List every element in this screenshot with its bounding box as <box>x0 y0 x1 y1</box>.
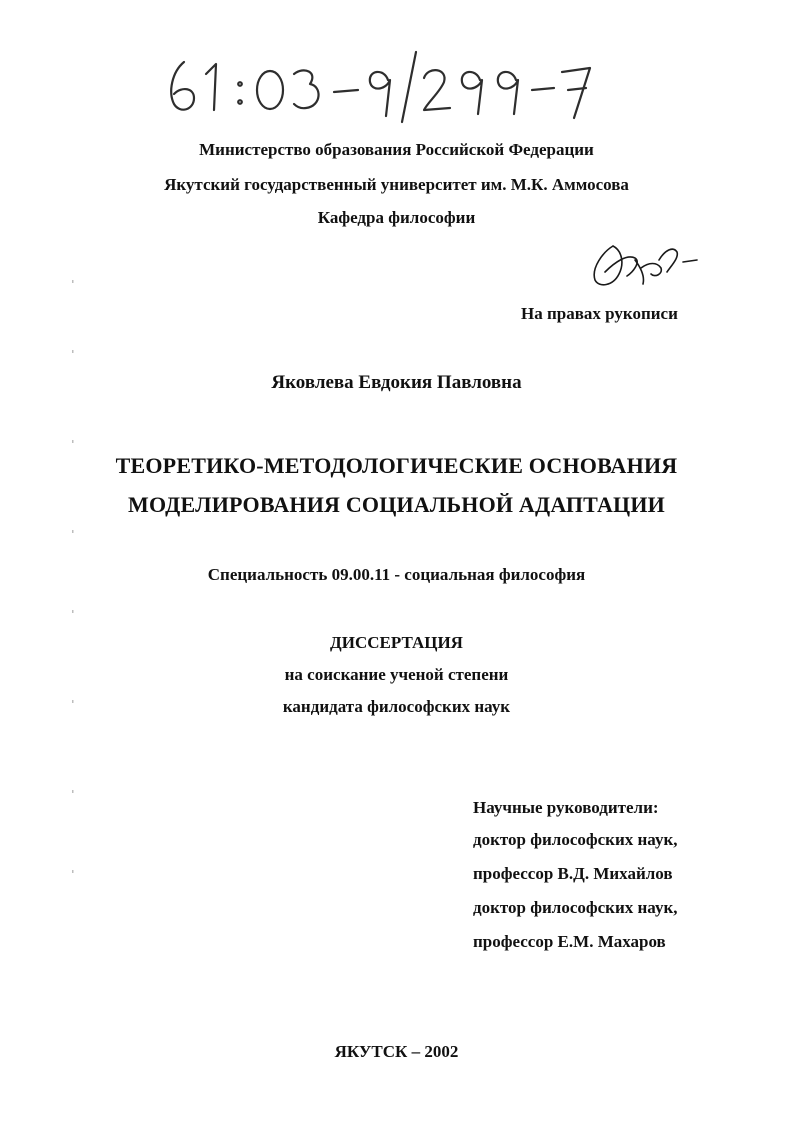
city-year: ЯКУТСК – 2002 <box>334 1042 459 1061</box>
supervisors-heading: Научные руководители: <box>473 798 659 817</box>
supervisor-2-degree: доктор философских наук, <box>473 898 678 917</box>
dissertation-title-line-1: ТЕОРЕТИКО-МЕТОДОЛОГИЧЕСКИЕ ОСНОВАНИЯ <box>115 453 678 478</box>
manuscript-note: На правах рукописи <box>521 304 678 323</box>
department-name: Кафедра философии <box>317 208 476 227</box>
signature <box>585 232 705 302</box>
dissertation-title-line-2: МОДЕЛИРОВАНИЯ СОЦИАЛЬНОЙ АДАПТАЦИИ <box>128 492 665 517</box>
supervisor-1-name: профессор В.Д. Михайлов <box>473 864 673 883</box>
supervisor-2-name: профессор Е.М. Махаров <box>473 932 666 951</box>
scan-margin-marks <box>70 270 76 890</box>
university-name: Якутский государственный университет им. М.К. Аммосова <box>164 175 629 194</box>
supervisor-1-degree: доктор философских наук, <box>473 830 678 849</box>
handwritten-archive-number <box>162 44 602 124</box>
ministry-name: Министерство образования Российской Федерации <box>199 140 594 159</box>
dissertation-heading: ДИССЕРТАЦИЯ <box>330 633 463 652</box>
degree-line-2: кандидата философских наук <box>282 697 511 716</box>
specialty: Специальность 09.00.11 - социальная философия <box>207 565 586 584</box>
degree-line-1: на соискание ученой степени <box>284 665 509 684</box>
author-name: Яковлева Евдокия Павловна <box>271 372 522 393</box>
